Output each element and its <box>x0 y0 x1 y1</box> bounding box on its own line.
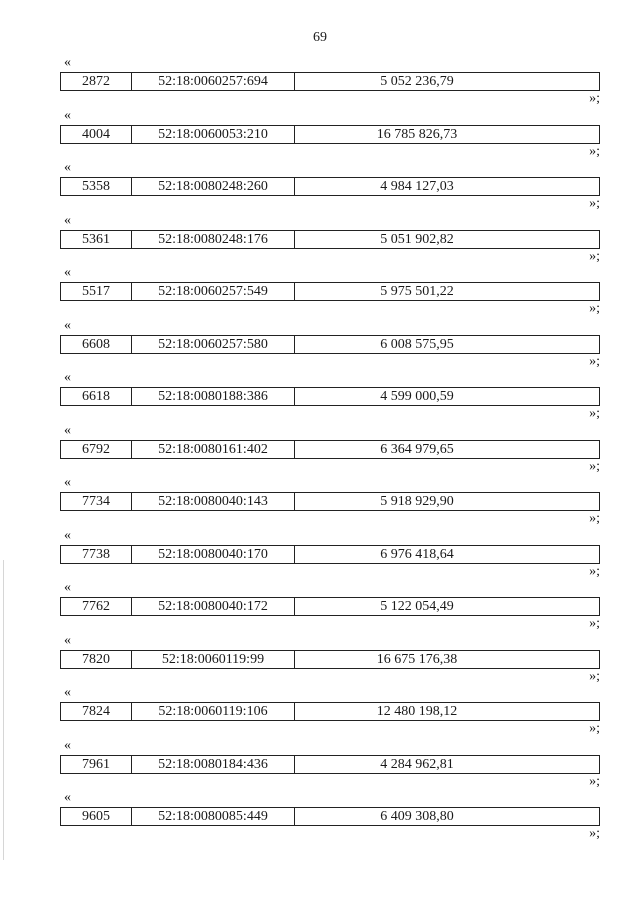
opening-quote: « <box>64 212 71 228</box>
row-number-cell: 7738 <box>61 546 132 563</box>
table-entry <box>60 634 600 687</box>
cadastral-value-cell: 6 008 575,95 <box>380 336 454 352</box>
table-entry <box>60 214 600 267</box>
closing-quote: »; <box>589 826 600 841</box>
table-entry <box>60 56 600 109</box>
opening-quote: « <box>64 265 71 280</box>
cadastral-value-cell: 16 675 176,38 <box>376 651 458 667</box>
row-number-cell: 6792 <box>61 441 132 458</box>
opening-quote: « <box>64 475 71 490</box>
table-entry <box>60 266 600 319</box>
cadastral-number-cell: 52:18:0060053:210 <box>132 126 295 143</box>
closing-quote: »; <box>589 616 600 631</box>
table-row <box>60 387 600 406</box>
opening-quote: « <box>64 317 71 333</box>
cadastral-number-cell: 52:18:0060119:106 <box>132 703 295 720</box>
row-number-cell: 5361 <box>61 231 132 248</box>
closing-quote: »; <box>589 511 600 526</box>
opening-quote: « <box>64 580 71 595</box>
table-row <box>60 545 600 564</box>
cadastral-value-cell: 6 976 418,64 <box>380 546 454 562</box>
cadastral-value-cell: 4 284 962,81 <box>380 756 454 772</box>
cadastral-value-cell: 4 599 000,59 <box>380 389 454 404</box>
row-number-cell: 4004 <box>61 126 132 143</box>
cadastral-number-cell: 52:18:0080040:172 <box>132 598 295 615</box>
table-row <box>60 72 600 91</box>
row-number-cell: 9605 <box>61 808 132 825</box>
table-entry <box>60 686 600 739</box>
cadastral-number-cell: 52:18:0080161:402 <box>132 441 295 458</box>
cadastral-number-cell: 52:18:0080184:436 <box>132 756 295 773</box>
cadastral-value-cell: 6 409 308,80 <box>380 809 454 824</box>
table-row <box>60 702 600 721</box>
closing-quote: »; <box>589 458 600 474</box>
table-row <box>60 125 600 144</box>
cadastral-number-cell: 52:18:0060257:580 <box>132 336 295 353</box>
closing-quote: »; <box>589 196 600 211</box>
closing-quote: »; <box>589 353 600 369</box>
closing-quote: »; <box>589 668 600 684</box>
table-entry <box>60 319 600 372</box>
row-number-cell: 6618 <box>61 388 132 405</box>
table-row <box>60 230 600 249</box>
page-number: 69 <box>313 30 327 45</box>
table-entry <box>60 529 600 582</box>
table-row <box>60 492 600 511</box>
row-number-cell: 2872 <box>61 73 132 90</box>
table-row <box>60 440 600 459</box>
opening-quote: « <box>64 685 71 700</box>
table-entry <box>60 161 600 214</box>
cadastral-number-cell: 52:18:0080040:143 <box>132 493 295 510</box>
cadastral-value-cell: 5 051 902,82 <box>380 231 454 247</box>
cadastral-value-cell: 4 984 127,03 <box>380 179 454 194</box>
closing-quote: »; <box>589 563 600 579</box>
table-entry <box>60 739 600 792</box>
cadastral-value-cell: 6 364 979,65 <box>380 441 454 457</box>
opening-quote: « <box>64 737 71 753</box>
closing-quote: »; <box>589 773 600 789</box>
cadastral-value-cell: 5 918 929,90 <box>380 494 454 509</box>
table-row <box>60 755 600 774</box>
row-number-cell: 6608 <box>61 336 132 353</box>
cadastral-number-cell: 52:18:0080188:386 <box>132 388 295 405</box>
opening-quote: « <box>64 160 71 175</box>
row-number-cell: 5358 <box>61 178 132 195</box>
table-entry <box>60 371 600 424</box>
scan-margin-line <box>3 560 4 860</box>
row-number-cell: 7824 <box>61 703 132 720</box>
closing-quote: »; <box>589 406 600 421</box>
cadastral-value-cell: 5 975 501,22 <box>380 284 454 299</box>
cadastral-value-cell: 5 122 054,49 <box>380 599 454 614</box>
opening-quote: « <box>64 527 71 543</box>
closing-quote: »; <box>589 301 600 316</box>
table-row <box>60 335 600 354</box>
table-row <box>60 177 600 196</box>
closing-quote: »; <box>589 143 600 159</box>
table-row <box>60 282 600 301</box>
table-row <box>60 807 600 826</box>
table-entry <box>60 791 600 844</box>
opening-quote: « <box>64 422 71 438</box>
cadastral-number-cell: 52:18:0080085:449 <box>132 808 295 825</box>
closing-quote: »; <box>589 91 600 106</box>
opening-quote: « <box>64 370 71 385</box>
row-number-cell: 7762 <box>61 598 132 615</box>
cadastral-value-cell: 5 052 236,79 <box>380 74 454 89</box>
table-entry <box>60 424 600 477</box>
opening-quote: « <box>64 55 71 70</box>
opening-quote: « <box>64 790 71 805</box>
opening-quote: « <box>64 632 71 648</box>
row-number-cell: 7961 <box>61 756 132 773</box>
amendment-table <box>60 56 600 844</box>
cadastral-number-cell: 52:18:0060257:549 <box>132 283 295 300</box>
cadastral-value-cell: 12 480 198,12 <box>376 704 458 719</box>
opening-quote: « <box>64 107 71 123</box>
row-number-cell: 7734 <box>61 493 132 510</box>
cadastral-number-cell: 52:18:0060257:694 <box>132 73 295 90</box>
closing-quote: »; <box>589 248 600 264</box>
cadastral-number-cell: 52:18:0060119:99 <box>132 651 295 668</box>
table-row <box>60 650 600 669</box>
cadastral-value-cell: 16 785 826,73 <box>376 126 458 142</box>
row-number-cell: 5517 <box>61 283 132 300</box>
table-entry <box>60 581 600 634</box>
row-number-cell: 7820 <box>61 651 132 668</box>
closing-quote: »; <box>589 721 600 736</box>
cadastral-number-cell: 52:18:0080248:260 <box>132 178 295 195</box>
cadastral-number-cell: 52:18:0080248:176 <box>132 231 295 248</box>
table-entry <box>60 476 600 529</box>
cadastral-number-cell: 52:18:0080040:170 <box>132 546 295 563</box>
table-entry <box>60 109 600 162</box>
table-row <box>60 597 600 616</box>
